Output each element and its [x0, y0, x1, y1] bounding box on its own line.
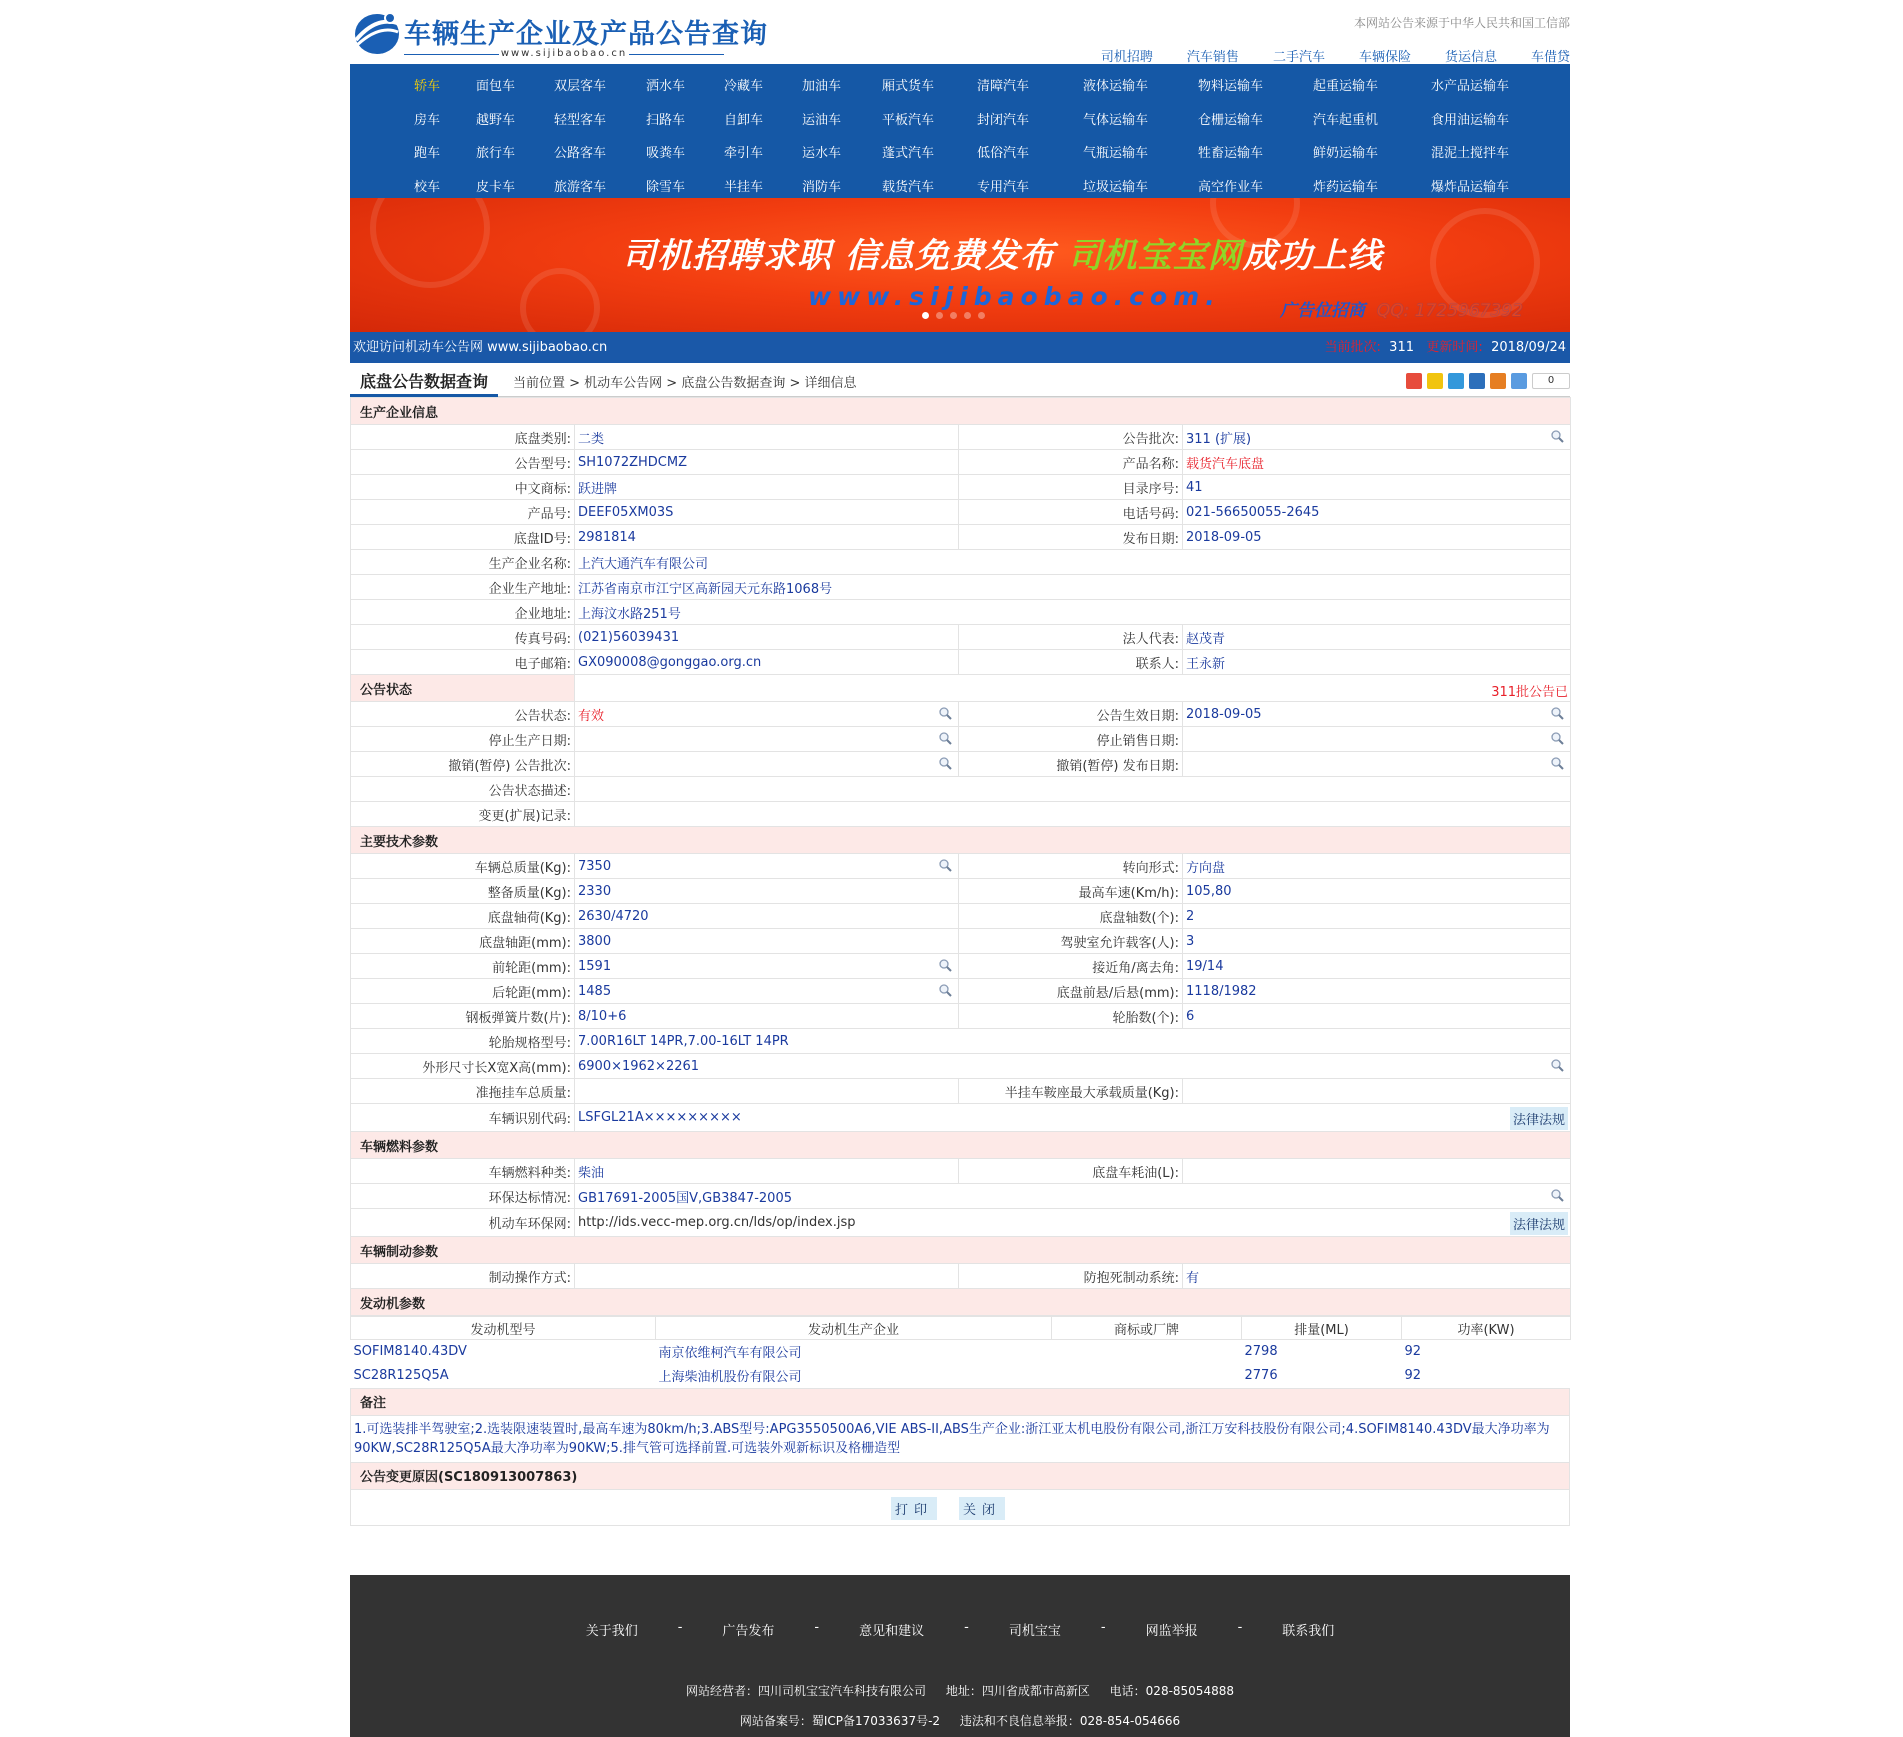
magnifier-icon[interactable] [1551, 732, 1564, 745]
field-label: 传真号码: [351, 625, 575, 650]
category-link[interactable]: 消防车 [802, 179, 842, 195]
site-header [350, 0, 1570, 64]
welcome-text: 欢迎访问机动车公告网 www.sijibaobao.cn [353, 340, 608, 355]
legal-rep-value: 赵茂青 [1183, 625, 1571, 650]
engine-power-cell: 92 [1404, 1368, 1422, 1383]
max-speed-value: 105,80 [1183, 879, 1571, 904]
field-label: 电子邮箱: [351, 650, 575, 675]
remark-text: 1.可选装排半驾驶室;2.选装限速装置时,最高车速为80km/h;3.ABS型号:APG3550500A6,VIE ABS-II,ABS生产企业:浙江亚太机电股份有限公司,浙江万安科技股份有限公司;4.SOFIM8140.43DV最大净功率为90KW,SC28R125Q5A最大净功率为90KW;5.排气管可选择前置.可选装外观新标识及格栅造型 [350, 1416, 1570, 1462]
table-row [351, 1340, 1571, 1364]
category-link[interactable]: 运油车 [802, 112, 842, 128]
site-url: www.sijibaobao.cn [404, 48, 724, 59]
overhang-value: 1118/1982 [1183, 979, 1571, 1004]
change-record-value [575, 802, 1571, 827]
category-link[interactable]: 气瓶运输车 [1083, 146, 1149, 162]
field-label: 目录序号: [959, 475, 1183, 500]
footer-operator: 网站经营者：四川司机宝宝汽车科技有限公司 [685, 1684, 926, 1698]
chassis-type-value: 二类 [575, 425, 959, 450]
engine-maker-cell: 南京依维柯汽车有限公司 [658, 1346, 802, 1362]
category-row [350, 135, 1570, 169]
page-wrapper [350, 0, 1570, 1526]
law-button[interactable]: 法律法规 [1510, 1212, 1568, 1235]
category-link[interactable]: 扫路车 [646, 112, 686, 128]
category-link[interactable]: 炸药运输车 [1313, 179, 1379, 195]
source-note: 本网站公告来源于中华人民共和国工信部 [1353, 16, 1570, 30]
category-row [350, 102, 1570, 136]
batch-value: 311 (扩展) [1183, 425, 1571, 450]
release-date-value: 2018-09-05 [1183, 525, 1571, 550]
category-link[interactable]: 起重运输车 [1313, 79, 1379, 95]
banner-pager [922, 312, 985, 319]
share-bar [1406, 373, 1570, 389]
field-label: 底盘类别: [351, 425, 575, 450]
tab-chassis-query[interactable]: 底盘公告数据查询 [350, 367, 498, 397]
category-link[interactable]: 食用油运输车 [1431, 112, 1510, 128]
category-link[interactable]: 物料运输车 [1198, 79, 1264, 95]
engine-maker-cell: 上海柴油机股份有限公司 [658, 1370, 802, 1385]
category-link[interactable]: 清障汽车 [977, 79, 1030, 95]
footer-address: 地址：四川省成都市高新区 [945, 1684, 1090, 1698]
field-label: 轮胎规格型号: [351, 1029, 575, 1054]
engine-col-header: 功率(KW) [1402, 1317, 1571, 1340]
field-label: 企业生产地址: [351, 575, 575, 600]
field-label: 中文商标: [351, 475, 575, 500]
footer-link-contact[interactable]: 联系我们 [1282, 1624, 1335, 1639]
field-label: 制动操作方式: [351, 1264, 575, 1289]
abs-value: 有 [1183, 1264, 1571, 1289]
axle-count-value: 2 [1183, 904, 1571, 929]
category-row [350, 169, 1570, 203]
site-title[interactable]: 车辆生产企业及产品公告查询 [404, 19, 768, 50]
stop-sale-value [1183, 727, 1571, 752]
approach-angle-value: 19/14 [1183, 954, 1571, 979]
saddle-load-value [1183, 1079, 1571, 1104]
field-label: 车辆识别代码: [351, 1104, 575, 1132]
category-link[interactable]: 自卸车 [724, 112, 764, 128]
breadcrumb: 当前位置 > 机动车公告网 > 底盘公告数据查询 > 详细信息 [513, 376, 857, 391]
magnifier-icon[interactable] [939, 757, 952, 770]
section-change-reason: 公告变更原因(SC180913007863) [351, 1462, 1570, 1489]
section-fuel: 车辆燃料参数 [351, 1132, 1571, 1159]
revoke-date-value [1183, 752, 1571, 777]
field-label: 底盘轴距(mm): [351, 929, 575, 954]
field-label: 公告状态描述: [351, 777, 575, 802]
field-label: 外形尺寸长X宽X高(mm): [351, 1054, 575, 1079]
close-button[interactable]: 关闭 [959, 1497, 1005, 1520]
category-link[interactable]: 旅行车 [476, 146, 516, 162]
banner-dot[interactable] [922, 312, 929, 319]
category-nav [350, 64, 1570, 198]
product-name-value: 载货汽车底盘 [1183, 450, 1571, 475]
magnifier-icon[interactable] [1551, 707, 1564, 720]
footer-sep: - [964, 1620, 969, 1635]
engine-table [350, 1316, 1571, 1388]
engine-col-header: 发动机生产企业 [656, 1317, 1052, 1340]
field-label: 产品名称: [959, 450, 1183, 475]
renren-share-icon[interactable] [1469, 373, 1485, 389]
field-label: 底盘轴数(个): [959, 904, 1183, 929]
magnifier-icon[interactable] [1551, 757, 1564, 770]
footer-icp-line [350, 1712, 1570, 1729]
footer-links [350, 1620, 1570, 1639]
engine-col-header: 排量(ML) [1242, 1317, 1402, 1340]
top-link-car-sales[interactable]: 汽车销售 [1186, 50, 1239, 65]
magnifier-icon[interactable] [1551, 1189, 1564, 1202]
banner-dot[interactable] [950, 312, 957, 319]
field-label: 底盘ID号: [351, 525, 575, 550]
category-link[interactable]: 蓬式汽车 [882, 146, 935, 162]
category-link[interactable]: 液体运输车 [1083, 79, 1149, 95]
top-links [1067, 46, 1570, 65]
contact-value: 王永新 [1183, 650, 1571, 675]
banner-dot[interactable] [964, 312, 971, 319]
footer-link-about[interactable]: 关于我们 [585, 1624, 638, 1639]
emission-standard-value: GB17691-2005国Ⅴ,GB3847-2005 [575, 1184, 1571, 1209]
footer-link-ads[interactable]: 广告发布 [722, 1624, 775, 1639]
engine-brand-cell [1052, 1340, 1242, 1364]
category-link[interactable]: 房车 [414, 112, 441, 128]
top-link-used-cars[interactable]: 二手汽车 [1272, 50, 1325, 65]
status-note: 311批公告已 [1491, 685, 1569, 700]
ad-banner[interactable] [350, 198, 1570, 332]
category-link[interactable]: 鲜奶运输车 [1313, 146, 1379, 162]
rear-track-value: 1485 [575, 979, 959, 1004]
category-link[interactable]: 封闭汽车 [977, 112, 1030, 128]
vin-value: LSFGL21A××××××××× 法律法规 [575, 1104, 1571, 1132]
field-label: 机动车环保网: [351, 1209, 575, 1237]
field-label: 产品号: [351, 500, 575, 525]
title-bar [350, 363, 1570, 397]
revoke-batch-value [575, 752, 959, 777]
status-desc-value [575, 777, 1571, 802]
banner-url: www.sijibaobao.com. [808, 282, 1221, 311]
brake-op-value [575, 1264, 959, 1289]
section-tech: 主要技术参数 [351, 827, 1571, 854]
douban-share-icon[interactable] [1490, 373, 1506, 389]
axle-load-value: 2630/4720 [575, 904, 959, 929]
engine-displacement-cell: 2798 [1244, 1344, 1278, 1360]
category-link[interactable]: 运水车 [802, 146, 842, 162]
effective-date-value: 2018-09-05 [1183, 702, 1571, 727]
category-link[interactable]: 除雪车 [646, 179, 686, 195]
law-button[interactable]: 法律法规 [1510, 1107, 1568, 1130]
category-link[interactable]: 公路客车 [554, 146, 607, 162]
field-label: 底盘车耗油(L): [959, 1159, 1183, 1184]
gross-mass-value: 7350 [575, 854, 959, 879]
category-link[interactable]: 垃圾运输车 [1083, 179, 1149, 195]
field-label: 最高车速(Km/h): [959, 879, 1183, 904]
category-link[interactable]: 低俗汽车 [977, 146, 1030, 162]
chassis-info-table [350, 397, 1571, 1316]
category-link[interactable]: 专用汽车 [977, 179, 1030, 195]
footer-link-sijibaobao[interactable]: 司机宝宝 [1008, 1624, 1061, 1639]
curb-mass-value: 2330 [575, 879, 959, 904]
field-label: 停止销售日期: [959, 727, 1183, 752]
category-link[interactable]: 跑车 [414, 146, 441, 162]
footer-sep: - [1100, 1620, 1106, 1635]
category-link[interactable]: 洒水车 [646, 79, 686, 95]
magnifier-icon[interactable] [939, 707, 952, 720]
footer-sep: - [1237, 1620, 1243, 1635]
action-row [350, 1490, 1570, 1526]
fuel-type-value: 柴油 [575, 1159, 959, 1184]
engine-col-header: 商标或厂牌 [1052, 1317, 1242, 1340]
magnifier-icon[interactable] [939, 732, 952, 745]
dimensions-value: 6900×1962×2261 [575, 1054, 1571, 1079]
banner-dot[interactable] [936, 312, 943, 319]
field-label: 法人代表: [959, 625, 1183, 650]
change-table [350, 1462, 1570, 1490]
fuel-consumption-value [1183, 1159, 1571, 1184]
banner-ad-text: 广告位招商 QQ: 1725967392 [1280, 301, 1523, 321]
category-link[interactable]: 轿车 [414, 79, 441, 95]
status-value: 有效 [575, 702, 959, 727]
footer-link-feedback[interactable]: 意见和建议 [859, 1624, 925, 1639]
footer-icp[interactable]: 网站备案号：蜀ICP备17033637号-2 [739, 1714, 941, 1728]
top-link-loan[interactable]: 车借贷 [1530, 50, 1570, 65]
field-label: 发布日期: [959, 525, 1183, 550]
category-link[interactable]: 冷藏车 [724, 79, 764, 95]
chassis-id-value: 2981814 [575, 525, 959, 550]
company-address-value: 上海汶水路251号 [575, 600, 1571, 625]
engine-header-row [351, 1317, 1571, 1340]
tire-spec-value: 7.00R16LT 14PR,7.00-16LT 14PR [575, 1029, 1571, 1054]
banner-dot[interactable] [978, 312, 985, 319]
category-row [350, 68, 1570, 102]
field-label: 底盘前悬/后悬(mm): [959, 979, 1183, 1004]
stop-production-value [575, 727, 959, 752]
field-label: 企业地址: [351, 600, 575, 625]
magnifier-icon[interactable] [1551, 1059, 1564, 1072]
category-link[interactable]: 旅游客车 [554, 179, 607, 195]
wheelbase-value: 3800 [575, 929, 959, 954]
status-note-cell [575, 675, 1571, 702]
section-brake: 车辆制动参数 [351, 1237, 1571, 1264]
field-label: 驾驶室允许载客(人): [959, 929, 1183, 954]
field-label: 钢板弹簧片数(片): [351, 1004, 575, 1029]
engine-col-header: 发动机型号 [351, 1317, 656, 1340]
category-link[interactable]: 气体运输车 [1083, 112, 1149, 128]
field-label: 电话号码: [959, 500, 1183, 525]
magnifier-icon[interactable] [939, 984, 952, 997]
footer-company-line [350, 1682, 1570, 1699]
field-label: 轮胎数(个): [959, 1004, 1183, 1029]
category-link[interactable]: 牲畜运输车 [1198, 146, 1264, 162]
env-site-link[interactable]: http://ids.vecc-mep.org.cn/lds/op/index.jsp [578, 1215, 856, 1230]
qzone-share-icon[interactable] [1427, 373, 1443, 389]
field-label: 生产企业名称: [351, 550, 575, 575]
field-label: 变更(扩展)记录: [351, 802, 575, 827]
section-status: 公告状态 [351, 675, 575, 702]
product-no-value: DEEF05XM03S [575, 500, 959, 525]
category-link[interactable]: 轻型客车 [554, 112, 607, 128]
field-label: 公告生效日期: [959, 702, 1183, 727]
weibo-share-icon[interactable] [1406, 373, 1422, 389]
field-label: 公告批次: [959, 425, 1183, 450]
more-share-icon[interactable] [1511, 373, 1527, 389]
field-label: 车辆燃料种类: [351, 1159, 575, 1184]
phone-value: 021-56650055-2645 [1183, 500, 1571, 525]
category-link[interactable]: 水产品运输车 [1431, 79, 1510, 95]
company-name-value: 上汽大通汽车有限公司 [575, 550, 1571, 575]
engine-model-cell: SC28R125Q5A [353, 1368, 449, 1383]
model-value: SH1072ZHDCMZ [575, 450, 959, 475]
field-label: 准拖挂车总质量: [351, 1079, 575, 1104]
magnifier-icon[interactable] [939, 959, 952, 972]
category-link[interactable]: 爆炸品运输车 [1431, 179, 1510, 195]
table-row [351, 1364, 1571, 1388]
top-link-driver-jobs[interactable]: 司机招聘 [1100, 50, 1153, 65]
magnifier-icon[interactable] [939, 859, 952, 872]
field-label: 后轮距(mm): [351, 979, 575, 1004]
field-label: 接近角/离去角: [959, 954, 1183, 979]
engine-model-cell: SOFIM8140.43DV [353, 1344, 467, 1360]
category-link[interactable]: 加油车 [802, 79, 842, 95]
top-link-insurance[interactable]: 车辆保险 [1358, 50, 1411, 65]
section-remark: 备注 [351, 1388, 1570, 1415]
tire-count-value: 6 [1183, 1004, 1571, 1029]
front-track-value: 1591 [575, 954, 959, 979]
category-link[interactable]: 校车 [414, 179, 441, 195]
field-label: 底盘轴荷(Kg): [351, 904, 575, 929]
factory-address-value: 江苏省南京市江宁区高新园天元东路1068号 [575, 575, 1571, 600]
category-link[interactable]: 载货汽车 [882, 179, 935, 195]
field-label: 联系人: [959, 650, 1183, 675]
category-link[interactable]: 双层客车 [554, 79, 607, 95]
field-label: 撤销(暂停) 发布日期: [959, 752, 1183, 777]
banner-headline: 司机招聘求职 信息免费发布 司机宝宝网成功上线 [622, 236, 1383, 276]
section-company: 生产企业信息 [351, 398, 1571, 425]
print-button[interactable]: 打印 [891, 1497, 937, 1520]
field-label: 撤销(暂停) 公告批次: [351, 752, 575, 777]
field-label: 整备质量(Kg): [351, 879, 575, 904]
category-link[interactable]: 牵引车 [724, 146, 764, 162]
env-site-value [575, 1209, 1571, 1237]
engine-brand-cell [1052, 1364, 1242, 1388]
fax-value: (021)56039431 [575, 625, 959, 650]
footer-phone: 电话：028-85054888 [1109, 1684, 1234, 1698]
field-label: 转向形式: [959, 854, 1183, 879]
field-label: 停止生产日期: [351, 727, 575, 752]
category-link[interactable]: 皮卡车 [476, 179, 516, 195]
category-link[interactable]: 越野车 [476, 112, 516, 128]
welcome-bar [350, 332, 1570, 363]
field-label: 公告状态: [351, 702, 575, 727]
footer-report-phone: 违法和不良信息举报：028-854-054666 [959, 1714, 1181, 1728]
footer-link-report[interactable]: 网监举报 [1145, 1624, 1198, 1639]
footer-sep: - [677, 1620, 683, 1635]
field-label: 环保达标情况: [351, 1184, 575, 1209]
logo-icon [352, 10, 402, 58]
field-label: 防抱死制动系统: [959, 1264, 1183, 1289]
top-link-freight[interactable]: 货运信息 [1444, 50, 1497, 65]
engine-power-cell: 92 [1404, 1344, 1422, 1360]
springs-value: 8/10+6 [575, 1004, 959, 1029]
remark-table [350, 1388, 1570, 1416]
catalog-value: 41 [1183, 475, 1571, 500]
category-link[interactable]: 高空作业车 [1198, 179, 1264, 195]
section-engine: 发动机参数 [351, 1289, 1571, 1316]
field-label: 半挂车鞍座最大承载质量(Kg): [959, 1079, 1183, 1104]
category-link[interactable]: 厢式货车 [882, 79, 935, 95]
site-footer [350, 1575, 1570, 1737]
category-link[interactable]: 吸粪车 [646, 146, 686, 162]
cab-capacity-value: 3 [1183, 929, 1571, 954]
trailer-mass-value [575, 1079, 959, 1104]
category-link[interactable]: 平板汽车 [882, 112, 935, 128]
category-link[interactable]: 半挂车 [724, 179, 764, 195]
tencent-weibo-share-icon[interactable] [1448, 373, 1464, 389]
category-link[interactable]: 汽车起重机 [1313, 112, 1379, 128]
field-label: 车辆总质量(Kg): [351, 854, 575, 879]
magnifier-icon[interactable] [1551, 430, 1564, 443]
category-link[interactable]: 面包车 [476, 79, 516, 95]
brand-value: 跃进牌 [575, 475, 959, 500]
engine-displacement-cell: 2776 [1244, 1368, 1278, 1383]
category-link[interactable]: 仓栅运输车 [1198, 112, 1264, 128]
field-label: 前轮距(mm): [351, 954, 575, 979]
steering-value: 方向盘 [1183, 854, 1571, 879]
field-label: 公告型号: [351, 450, 575, 475]
category-link[interactable]: 混泥土搅拌车 [1431, 146, 1510, 162]
email-value: GX090008@gonggao.org.cn [575, 650, 959, 675]
share-count: 0 [1532, 373, 1570, 389]
batch-info: 当前批次: 311 更新时间: 2018/09/24 [1324, 340, 1566, 355]
footer-sep: - [814, 1620, 820, 1635]
